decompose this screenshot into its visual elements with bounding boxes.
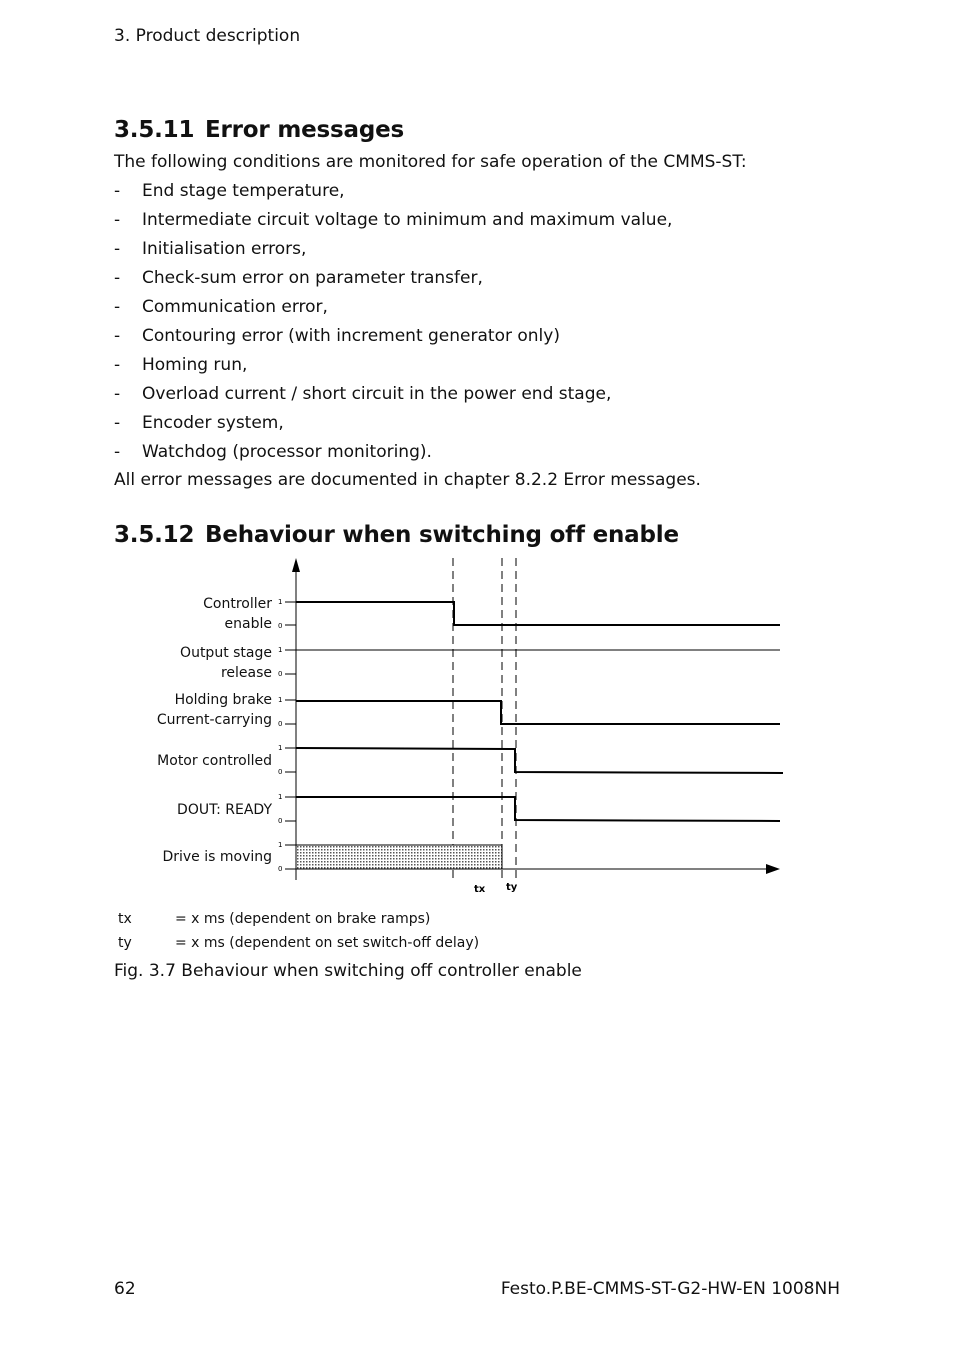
list-item: - Watchdog (processor monitoring).	[114, 442, 432, 462]
timing-diagram	[0, 550, 954, 895]
level-low-label: 0	[278, 865, 283, 873]
section-heading-behaviour	[114, 522, 679, 548]
y-axis-arrow-icon	[292, 558, 300, 572]
signal-label-output-stage: release	[220, 665, 272, 681]
running-head: 3. Product description	[114, 26, 301, 46]
signal-label-holding-brake: Holding brake	[174, 692, 272, 708]
section-number: 3.5.11	[114, 117, 195, 143]
figure-caption: Fig. 3.7 Behaviour when switching off controller enable	[114, 961, 582, 981]
level-low-label: 0	[278, 670, 283, 678]
outro-paragraph: All error messages are documented in chapter 8.2.2 Error messages.	[114, 470, 701, 490]
section-title: Error messages	[205, 117, 404, 143]
list-item: - Initialisation errors,	[114, 239, 307, 259]
list-item: - Communication error,	[114, 297, 328, 317]
level-high-label: 1	[278, 793, 283, 801]
list-item: - Homing run,	[114, 355, 248, 375]
list-item: - End stage temperature,	[114, 181, 345, 201]
level-high-label: 1	[278, 744, 283, 752]
list-item: - Check-sum error on parameter transfer,	[114, 268, 483, 288]
level-low-label: 0	[278, 622, 283, 630]
level-high-label: 1	[278, 598, 283, 606]
level-high-label: 1	[278, 841, 283, 849]
marker-ty: ty	[506, 882, 518, 893]
legend-tx: tx = x ms (dependent on brake ramps)	[118, 911, 431, 927]
level-low-label: 0	[278, 817, 283, 825]
waveform-drive-moving	[296, 845, 502, 869]
section-number: 3.5.12	[114, 522, 195, 548]
signal-label-controller-enable: Controller	[203, 596, 272, 612]
marker-tx: tx	[474, 884, 486, 895]
signal-label-controller-enable: enable	[224, 616, 272, 632]
monitored-conditions-list	[114, 181, 672, 471]
waveform-controller-enable	[296, 602, 780, 625]
signal-label-motor-controlled: Motor controlled	[157, 753, 272, 769]
level-low-label: 0	[278, 720, 283, 728]
level-low-label: 0	[278, 768, 283, 776]
list-item: - Contouring error (with increment generator only)	[114, 326, 560, 346]
waveform-dout-ready	[296, 797, 780, 821]
signal-label-drive-moving: Drive is moving	[162, 849, 272, 865]
list-item: - Overload current / short circuit in the power end stage,	[114, 384, 612, 404]
signal-label-output-stage: Output stage	[180, 645, 272, 661]
waveform-holding-brake	[296, 701, 780, 724]
document-id: Festo.P.BE-CMMS-ST-G2-HW-EN 1008NH	[500, 1279, 840, 1299]
page-number: 62	[114, 1279, 136, 1299]
waveform-motor-controlled	[296, 748, 783, 773]
signal-label-dout-ready: DOUT: READY	[177, 802, 272, 818]
section-heading-error-messages	[114, 117, 404, 143]
signal-label-holding-brake: Current-carrying	[156, 712, 272, 728]
section-title: Behaviour when switching off enable	[205, 522, 679, 548]
x-axis-arrow-icon	[766, 864, 780, 874]
level-ticks	[285, 602, 296, 869]
level-high-label: 1	[278, 696, 283, 704]
legend-ty: ty = x ms (dependent on set switch-off delay)	[118, 935, 480, 951]
list-item: - Encoder system,	[114, 413, 284, 433]
list-item: - Intermediate circuit voltage to minimum and maximum value,	[114, 210, 673, 230]
intro-paragraph: The following conditions are monitored for safe operation of the CMMS-ST:	[114, 152, 747, 172]
level-high-label: 1	[278, 646, 283, 654]
